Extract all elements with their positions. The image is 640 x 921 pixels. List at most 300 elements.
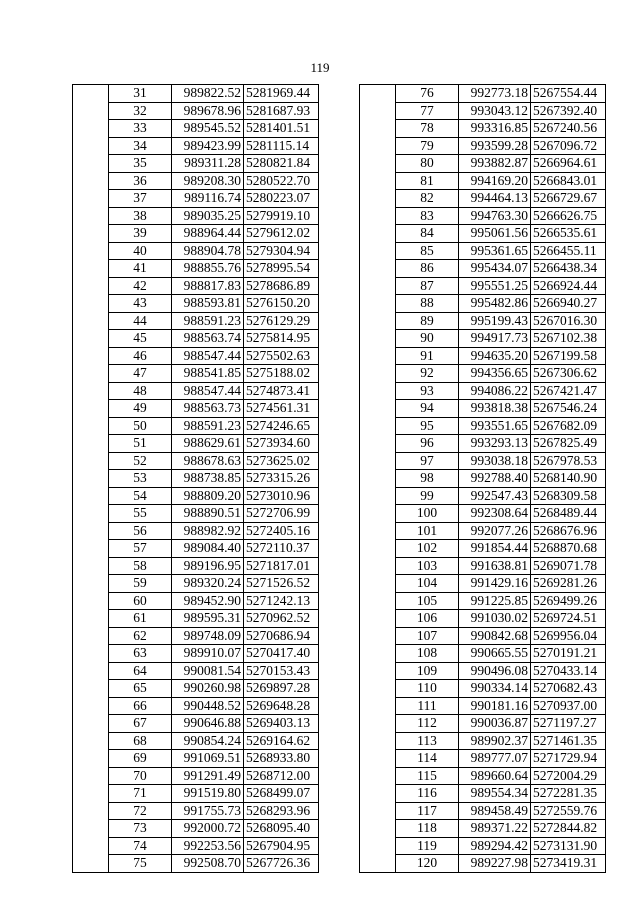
table-row [73,452,319,470]
blank-cell [73,802,109,820]
point-number-cell: 105 [396,592,459,610]
blank-cell [360,85,396,103]
x-coordinate-cell: 993293.13 [459,435,531,453]
blank-cell [360,487,396,505]
blank-cell [360,820,396,838]
point-number-cell: 39 [109,225,172,243]
x-coordinate-cell: 989678.96 [172,102,244,120]
table-row [73,750,319,768]
table-row [73,260,319,278]
point-number-cell: 114 [396,750,459,768]
point-number-cell: 110 [396,680,459,698]
blank-cell [360,102,396,120]
point-number-cell: 100 [396,505,459,523]
y-coordinate-cell: 5270417.40 [244,645,319,663]
x-coordinate-cell: 992788.40 [459,470,531,488]
blank-cell [73,137,109,155]
x-coordinate-cell: 990334.14 [459,680,531,698]
table-row [73,242,319,260]
table-row [73,557,319,575]
y-coordinate-cell: 5280821.84 [244,155,319,173]
point-number-cell: 52 [109,452,172,470]
point-number-cell: 75 [109,855,172,873]
x-coordinate-cell: 990842.68 [459,627,531,645]
table-row [360,417,606,435]
table-row [73,172,319,190]
blank-cell [360,575,396,593]
table-row [360,172,606,190]
table-row [360,295,606,313]
point-number-cell: 103 [396,557,459,575]
y-coordinate-cell: 5268095.40 [244,820,319,838]
x-coordinate-cell: 994763.30 [459,207,531,225]
table-row [73,505,319,523]
y-coordinate-cell: 5267240.56 [531,120,606,138]
x-coordinate-cell: 988541.85 [172,365,244,383]
x-coordinate-cell: 990646.88 [172,715,244,733]
x-coordinate-cell: 989196.95 [172,557,244,575]
point-number-cell: 119 [396,837,459,855]
y-coordinate-cell: 5269499.26 [531,592,606,610]
table-row [360,627,606,645]
x-coordinate-cell: 989208.30 [172,172,244,190]
y-coordinate-cell: 5273315.26 [244,470,319,488]
x-coordinate-cell: 990181.16 [459,697,531,715]
point-number-cell: 85 [396,242,459,260]
x-coordinate-cell: 993599.28 [459,137,531,155]
y-coordinate-cell: 5267016.30 [531,312,606,330]
x-coordinate-cell: 993882.87 [459,155,531,173]
point-number-cell: 48 [109,382,172,400]
point-number-cell: 60 [109,592,172,610]
table-row [73,225,319,243]
y-coordinate-cell: 5270153.43 [244,662,319,680]
table-row [73,102,319,120]
table-row [360,802,606,820]
y-coordinate-cell: 5271461.35 [531,732,606,750]
blank-cell [360,225,396,243]
y-coordinate-cell: 5273934.60 [244,435,319,453]
blank-cell [360,610,396,628]
y-coordinate-cell: 5266964.61 [531,155,606,173]
table-row [360,522,606,540]
blank-cell [73,190,109,208]
blank-cell [360,137,396,155]
point-number-cell: 101 [396,522,459,540]
x-coordinate-cell: 989902.37 [459,732,531,750]
table-row [360,680,606,698]
point-number-cell: 78 [396,120,459,138]
blank-cell [360,277,396,295]
y-coordinate-cell: 5275814.95 [244,330,319,348]
table-row [73,155,319,173]
x-coordinate-cell: 994917.73 [459,330,531,348]
point-number-cell: 102 [396,540,459,558]
x-coordinate-cell: 989748.09 [172,627,244,645]
x-coordinate-cell: 995482.86 [459,295,531,313]
x-coordinate-cell: 995434.07 [459,260,531,278]
blank-cell [360,207,396,225]
x-coordinate-cell: 988678.63 [172,452,244,470]
x-coordinate-cell: 988855.76 [172,260,244,278]
x-coordinate-cell: 989458.49 [459,802,531,820]
x-coordinate-cell: 991225.85 [459,592,531,610]
x-coordinate-cell: 989294.42 [459,837,531,855]
table-row [360,610,606,628]
y-coordinate-cell: 5272281.35 [531,785,606,803]
table-row [73,312,319,330]
table-row [360,645,606,663]
y-coordinate-cell: 5270962.52 [244,610,319,628]
point-number-cell: 46 [109,347,172,365]
blank-cell [360,312,396,330]
x-coordinate-cell: 988591.23 [172,312,244,330]
x-coordinate-cell: 989595.31 [172,610,244,628]
x-coordinate-cell: 988904.78 [172,242,244,260]
table-row [73,85,319,103]
blank-cell [73,277,109,295]
point-number-cell: 72 [109,802,172,820]
table-row [360,750,606,768]
blank-cell [73,102,109,120]
table-row [73,365,319,383]
x-coordinate-cell: 989371.22 [459,820,531,838]
x-coordinate-cell: 991291.49 [172,767,244,785]
table-row [360,85,606,103]
y-coordinate-cell: 5281969.44 [244,85,319,103]
table-row [73,347,319,365]
point-number-cell: 33 [109,120,172,138]
y-coordinate-cell: 5267682.09 [531,417,606,435]
blank-cell [73,382,109,400]
coordinates-table-right [359,84,606,873]
y-coordinate-cell: 5268870.68 [531,540,606,558]
y-coordinate-cell: 5271729.94 [531,750,606,768]
y-coordinate-cell: 5279304.94 [244,242,319,260]
x-coordinate-cell: 995061.56 [459,225,531,243]
x-coordinate-cell: 989660.64 [459,767,531,785]
y-coordinate-cell: 5275502.63 [244,347,319,365]
point-number-cell: 59 [109,575,172,593]
point-number-cell: 50 [109,417,172,435]
point-number-cell: 34 [109,137,172,155]
point-number-cell: 117 [396,802,459,820]
table-row [360,697,606,715]
blank-cell [73,732,109,750]
blank-cell [73,820,109,838]
blank-cell [73,330,109,348]
blank-cell [360,627,396,645]
table-row [360,487,606,505]
point-number-cell: 63 [109,645,172,663]
blank-cell [73,470,109,488]
point-number-cell: 99 [396,487,459,505]
table-row [73,540,319,558]
point-number-cell: 84 [396,225,459,243]
point-number-cell: 76 [396,85,459,103]
x-coordinate-cell: 990036.87 [459,715,531,733]
point-number-cell: 93 [396,382,459,400]
y-coordinate-cell: 5276129.29 [244,312,319,330]
point-number-cell: 109 [396,662,459,680]
blank-cell [73,400,109,418]
x-coordinate-cell: 988982.92 [172,522,244,540]
y-coordinate-cell: 5269956.04 [531,627,606,645]
x-coordinate-cell: 995199.43 [459,312,531,330]
x-coordinate-cell: 990665.55 [459,645,531,663]
point-number-cell: 36 [109,172,172,190]
table-row [73,522,319,540]
y-coordinate-cell: 5271242.13 [244,592,319,610]
y-coordinate-cell: 5269164.62 [244,732,319,750]
x-coordinate-cell: 993551.65 [459,417,531,435]
table-row [73,662,319,680]
y-coordinate-cell: 5279612.02 [244,225,319,243]
x-coordinate-cell: 988591.23 [172,417,244,435]
y-coordinate-cell: 5267978.53 [531,452,606,470]
table-row [73,697,319,715]
x-coordinate-cell: 988547.44 [172,382,244,400]
table-row [73,382,319,400]
table-row [360,855,606,873]
point-number-cell: 49 [109,400,172,418]
x-coordinate-cell: 991069.51 [172,750,244,768]
point-number-cell: 90 [396,330,459,348]
table-row [360,470,606,488]
y-coordinate-cell: 5267392.40 [531,102,606,120]
y-coordinate-cell: 5273625.02 [244,452,319,470]
table-row [73,575,319,593]
blank-cell [73,697,109,715]
table-row [360,837,606,855]
blank-cell [360,522,396,540]
blank-cell [73,592,109,610]
point-number-cell: 95 [396,417,459,435]
table-row [360,347,606,365]
blank-cell [360,330,396,348]
table-row [360,190,606,208]
blank-cell [360,400,396,418]
table-row [360,662,606,680]
point-number-cell: 58 [109,557,172,575]
y-coordinate-cell: 5267096.72 [531,137,606,155]
y-coordinate-cell: 5272110.37 [244,540,319,558]
blank-cell [73,120,109,138]
table-row [360,120,606,138]
blank-cell [360,417,396,435]
x-coordinate-cell: 988809.20 [172,487,244,505]
x-coordinate-cell: 991755.73 [172,802,244,820]
point-number-cell: 61 [109,610,172,628]
table-row [360,330,606,348]
point-number-cell: 45 [109,330,172,348]
x-coordinate-cell: 993038.18 [459,452,531,470]
x-coordinate-cell: 989320.24 [172,575,244,593]
table-row [73,837,319,855]
blank-cell [360,190,396,208]
table-row [360,242,606,260]
point-number-cell: 116 [396,785,459,803]
table-row [360,137,606,155]
y-coordinate-cell: 5268309.58 [531,487,606,505]
table-row [360,575,606,593]
y-coordinate-cell: 5276150.20 [244,295,319,313]
point-number-cell: 40 [109,242,172,260]
table-row [360,820,606,838]
point-number-cell: 96 [396,435,459,453]
blank-cell [73,452,109,470]
x-coordinate-cell: 988629.61 [172,435,244,453]
x-coordinate-cell: 992000.72 [172,820,244,838]
blank-cell [360,662,396,680]
x-coordinate-cell: 993316.85 [459,120,531,138]
y-coordinate-cell: 5273419.31 [531,855,606,873]
x-coordinate-cell: 991638.81 [459,557,531,575]
x-coordinate-cell: 992547.43 [459,487,531,505]
point-number-cell: 43 [109,295,172,313]
blank-cell [360,837,396,855]
point-number-cell: 71 [109,785,172,803]
y-coordinate-cell: 5278995.54 [244,260,319,278]
x-coordinate-cell: 994356.65 [459,365,531,383]
x-coordinate-cell: 995551.25 [459,277,531,295]
y-coordinate-cell: 5268499.07 [244,785,319,803]
point-number-cell: 91 [396,347,459,365]
y-coordinate-cell: 5271817.01 [244,557,319,575]
point-number-cell: 81 [396,172,459,190]
y-coordinate-cell: 5266438.34 [531,260,606,278]
y-coordinate-cell: 5273131.90 [531,837,606,855]
x-coordinate-cell: 988547.44 [172,347,244,365]
y-coordinate-cell: 5270191.21 [531,645,606,663]
blank-cell [360,347,396,365]
table-row [360,540,606,558]
x-coordinate-cell: 994635.20 [459,347,531,365]
point-number-cell: 73 [109,820,172,838]
point-number-cell: 54 [109,487,172,505]
point-number-cell: 38 [109,207,172,225]
blank-cell [73,767,109,785]
blank-cell [73,645,109,663]
table-row [73,732,319,750]
x-coordinate-cell: 988964.44 [172,225,244,243]
x-coordinate-cell: 993043.12 [459,102,531,120]
y-coordinate-cell: 5268489.44 [531,505,606,523]
blank-cell [73,680,109,698]
blank-cell [73,365,109,383]
x-coordinate-cell: 991429.16 [459,575,531,593]
blank-cell [73,557,109,575]
blank-cell [360,592,396,610]
x-coordinate-cell: 989910.07 [172,645,244,663]
table-row [360,592,606,610]
point-number-cell: 70 [109,767,172,785]
table-row [73,207,319,225]
table-row [360,382,606,400]
table-row [360,260,606,278]
y-coordinate-cell: 5272405.16 [244,522,319,540]
blank-cell [360,855,396,873]
blank-cell [360,505,396,523]
blank-cell [360,242,396,260]
table-row [360,312,606,330]
x-coordinate-cell: 992308.64 [459,505,531,523]
point-number-cell: 82 [396,190,459,208]
x-coordinate-cell: 990448.52 [172,697,244,715]
blank-cell [360,365,396,383]
y-coordinate-cell: 5267825.49 [531,435,606,453]
point-number-cell: 88 [396,295,459,313]
table-row [73,627,319,645]
table-row [360,785,606,803]
blank-cell [360,750,396,768]
blank-cell [73,662,109,680]
blank-cell [73,172,109,190]
point-number-cell: 92 [396,365,459,383]
point-number-cell: 98 [396,470,459,488]
table-row [73,855,319,873]
y-coordinate-cell: 5267904.95 [244,837,319,855]
x-coordinate-cell: 989554.34 [459,785,531,803]
blank-cell [360,680,396,698]
y-coordinate-cell: 5269071.78 [531,557,606,575]
table-row [360,505,606,523]
table-row [73,487,319,505]
y-coordinate-cell: 5266924.44 [531,277,606,295]
blank-cell [73,505,109,523]
point-number-cell: 64 [109,662,172,680]
blank-cell [360,715,396,733]
table-row [73,802,319,820]
y-coordinate-cell: 5268676.96 [531,522,606,540]
table-row [73,417,319,435]
x-coordinate-cell: 989452.90 [172,592,244,610]
point-number-cell: 108 [396,645,459,663]
point-number-cell: 53 [109,470,172,488]
blank-cell [73,855,109,873]
x-coordinate-cell: 989545.52 [172,120,244,138]
blank-cell [73,435,109,453]
y-coordinate-cell: 5267102.38 [531,330,606,348]
point-number-cell: 104 [396,575,459,593]
table-row [360,207,606,225]
y-coordinate-cell: 5271526.52 [244,575,319,593]
blank-cell [73,522,109,540]
table-row [73,785,319,803]
point-number-cell: 87 [396,277,459,295]
table-row [73,277,319,295]
blank-cell [73,155,109,173]
x-coordinate-cell: 993818.38 [459,400,531,418]
point-number-cell: 118 [396,820,459,838]
blank-cell [360,155,396,173]
blank-cell [73,627,109,645]
point-number-cell: 97 [396,452,459,470]
y-coordinate-cell: 5270686.94 [244,627,319,645]
y-coordinate-cell: 5266455.11 [531,242,606,260]
blank-cell [73,225,109,243]
y-coordinate-cell: 5270682.43 [531,680,606,698]
y-coordinate-cell: 5269403.13 [244,715,319,733]
y-coordinate-cell: 5266843.01 [531,172,606,190]
x-coordinate-cell: 988563.74 [172,330,244,348]
x-coordinate-cell: 990496.08 [459,662,531,680]
y-coordinate-cell: 5272004.29 [531,767,606,785]
y-coordinate-cell: 5268933.80 [244,750,319,768]
table-row [73,120,319,138]
point-number-cell: 67 [109,715,172,733]
table-row [73,610,319,628]
